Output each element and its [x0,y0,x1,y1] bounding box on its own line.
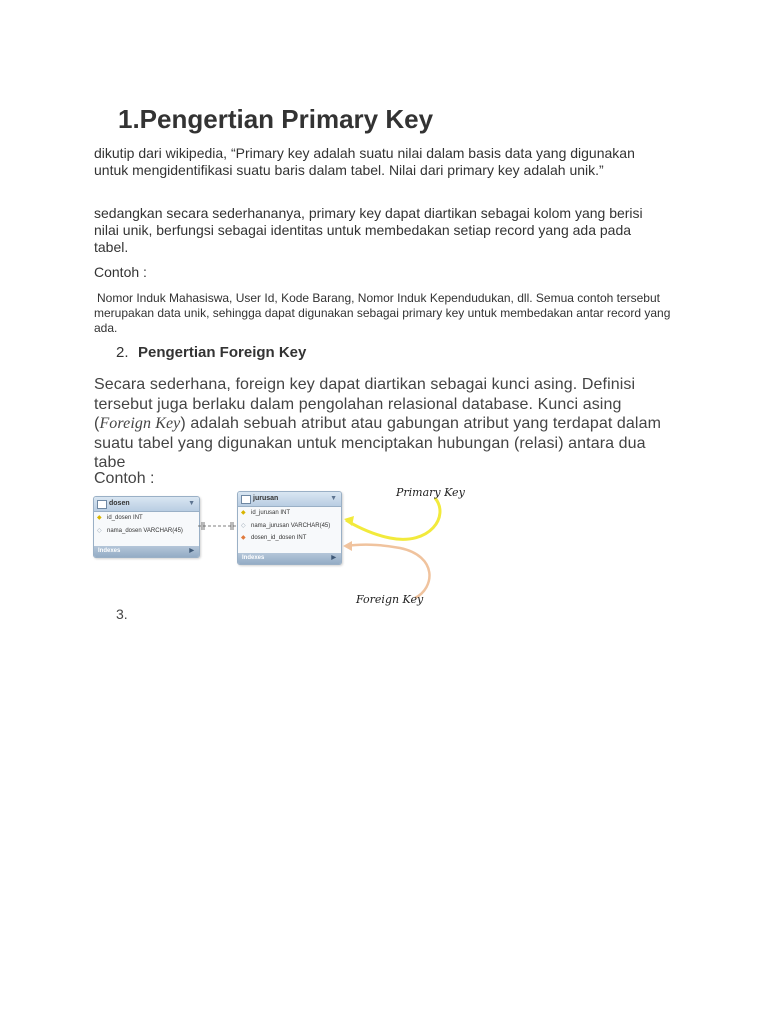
dropdown-arrow-icon: ▼ [330,495,337,502]
table-jurusan-column: ◇ nama_jurusan VARCHAR(45) [241,522,331,529]
table-jurusan-footer: Indexes ▶ [238,553,341,564]
expand-arrow-icon: ▶ [331,555,336,561]
section1-quote-paragraph: dikutip dari wikipedia, “Primary key adalah suatu nilai dalam basis data yang digunakan untuk mengidentifikasi suatu baris dalam tabel. Nilai dari primary key adalah unik.” [94,145,635,178]
table-dosen-column: ◆ id_dosen INT [97,515,143,521]
section2-heading [116,344,306,361]
table-jurusan-name: jurusan [253,495,279,502]
diamond-icon: ◇ [97,527,102,534]
key-icon: ◆ [241,510,246,516]
section2-paragraph-part1: Secara sederhana, foreign key dapat diartikan sebagai kunci asing. Definisi tersebut juga berlaku dalam pengolahan relasional database. Kunci asing ( [94,376,636,432]
section2-paragraph-part2: ) adalah sebuah atribut atau gabungan atribut yang terdapat dalam suatu tabel yang digunakan untuk menciptakan hubungan (relasi) antara dua tabe [94,415,661,471]
table-jurusan-column: ◆ dosen_id_dosen INT [241,535,307,541]
section2-title: Pengertian Foreign Key [138,344,307,361]
dropdown-arrow-icon: ▼ [188,500,195,507]
table-jurusan-column: ◆ id_jurusan INT [241,510,291,516]
section2-contoh-label: Contoh : [94,470,155,487]
primary-key-arrow [346,498,440,539]
section1-title: 1.Pengertian Primary Key [118,104,434,134]
section2-paragraph [94,375,664,473]
primary-key-label: Primary Key [396,486,465,499]
relationship-connector [198,522,237,530]
foreign-key-term: Foreign Key [99,415,181,432]
section2-number: 2. [116,344,129,361]
table-dosen-column: ◇ nama_dosen VARCHAR(45) [97,527,183,534]
table-dosen-footer: Indexes ▶ [94,546,199,557]
foreign-key-arrowhead [343,541,352,551]
diamond-icon: ◇ [241,522,246,529]
section1-example-paragraph: Nomor Induk Mahasiswa, User Id, Kode Barang, Nomor Induk Kependudukan, dll. Semua contoh tersebut merupakan data unik, sehingga dapat digunakan sebagai primary key untuk membedakan antar record yang ada. [94,291,671,335]
er-diagram [90,486,480,610]
section1-contoh-label: Contoh : [94,264,147,280]
relationship-lines [90,486,480,610]
table-dosen-name: dosen [109,500,130,507]
expand-arrow-icon: ▶ [189,548,194,554]
section3-number: 3. [116,606,128,622]
key-icon: ◆ [97,515,102,521]
section1-explanation-paragraph: sedangkan secara sederhananya, primary key dapat diartikan sebagai kolom yang berisi nilai unik, berfungsi sebagai identitas untuk membedakan setiap record yang ada pada tabel. [94,205,643,255]
foreign-key-arrow [346,545,429,598]
diamond-fk-icon: ◆ [241,535,246,541]
foreign-key-label: Foreign Key [356,593,424,606]
